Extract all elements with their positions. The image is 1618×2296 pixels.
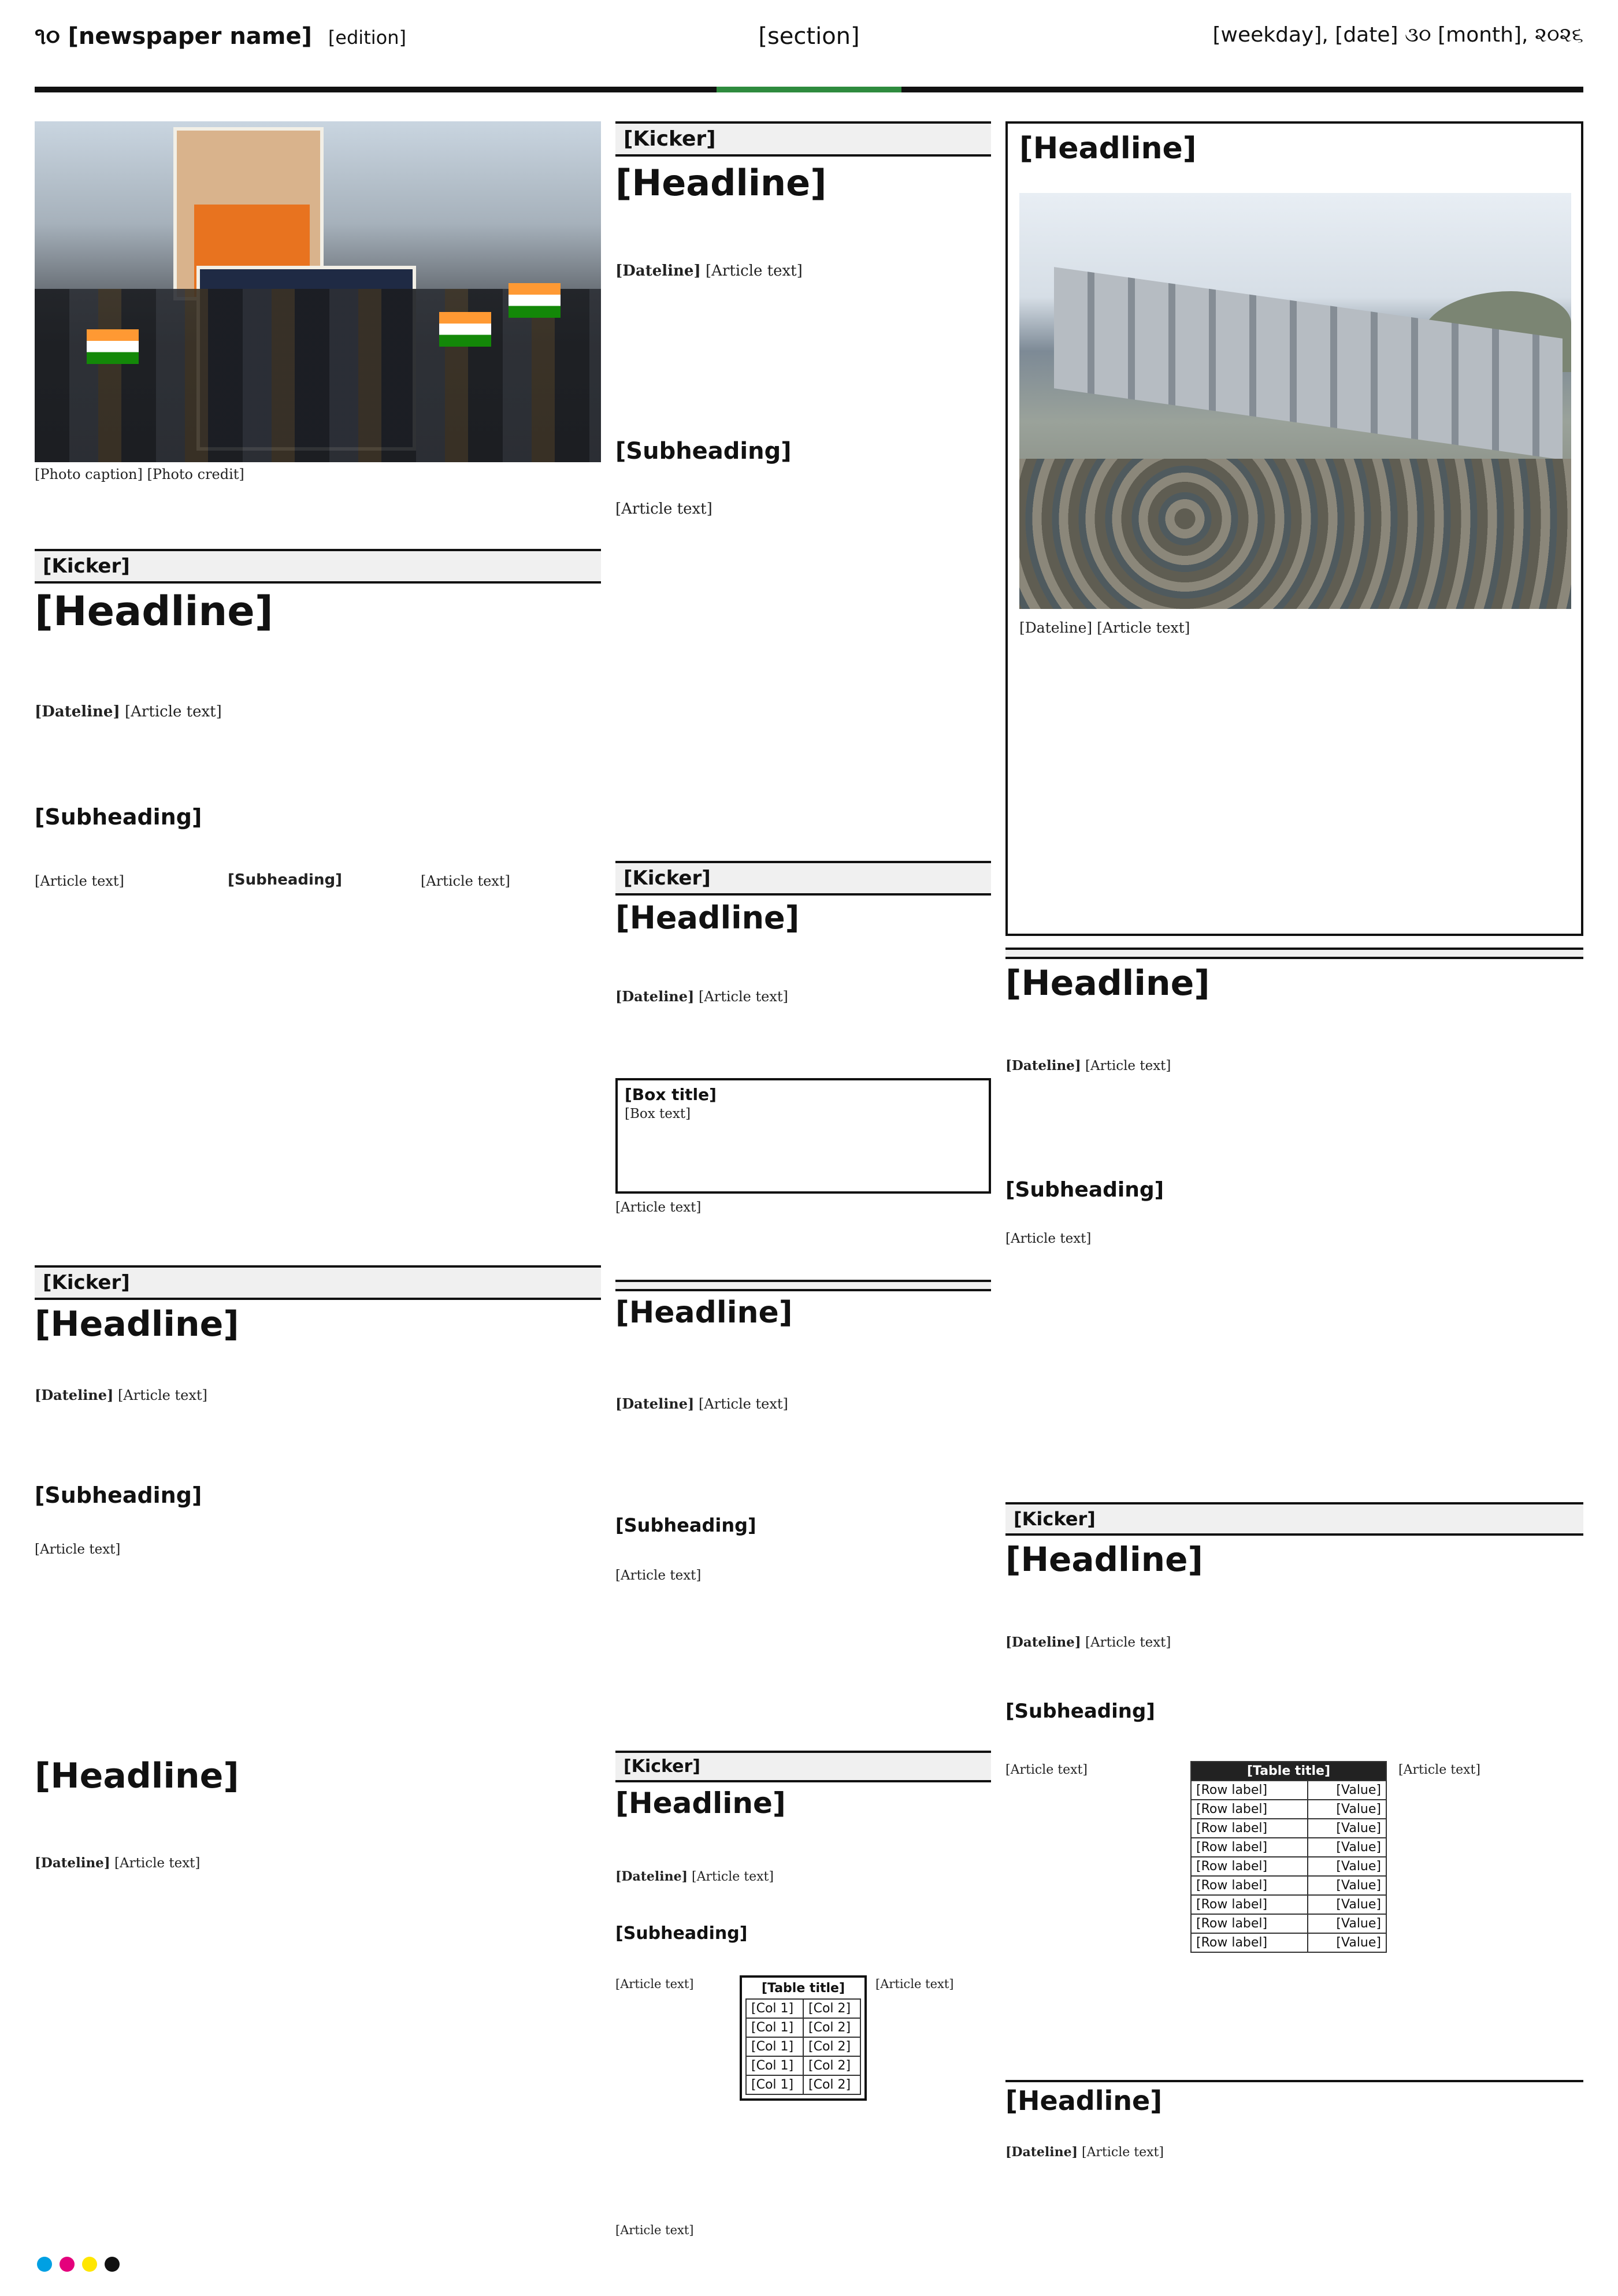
article-text: [Article text] bbox=[1097, 619, 1190, 636]
article-text: [Article text] bbox=[706, 262, 803, 280]
trains-body-wrap bbox=[615, 1975, 991, 2218]
article-body-3: [Article text] bbox=[1398, 1763, 1480, 1777]
article-dateline: [Dateline] bbox=[1005, 1058, 1081, 1073]
article-insurance bbox=[1005, 1502, 1583, 2068]
table-cell: [Col 2] bbox=[803, 2018, 860, 2037]
article-text-3: [Article text] bbox=[421, 873, 510, 889]
article-body-3: [Article text] bbox=[875, 1977, 954, 1991]
flag-3 bbox=[87, 329, 139, 364]
article-body bbox=[615, 261, 991, 434]
box-body: [Box text] bbox=[625, 1106, 691, 1121]
table-cell: [Row label] bbox=[1191, 1781, 1308, 1800]
table-title: [Table title] bbox=[761, 1981, 845, 1996]
article-subhead: [Subheading] bbox=[615, 1923, 748, 1944]
riverbed bbox=[1019, 459, 1571, 609]
edition-name: [edition] bbox=[328, 27, 406, 49]
magenta-dot bbox=[60, 2257, 75, 2272]
print-color-bar bbox=[35, 2253, 1583, 2276]
article-headline: [Headline] bbox=[1005, 2080, 1583, 2143]
article-subhead-2: [Subheading] bbox=[228, 871, 342, 889]
section-rule-accent bbox=[717, 87, 901, 92]
table-cell: [Value] bbox=[1308, 1781, 1387, 1800]
article-subhead: [Subheading] bbox=[615, 1514, 756, 1536]
article-body-2: [Article text] bbox=[35, 1542, 121, 1557]
issue-date: [weekday], [date] ૩૦ [month], ૨૦૨૬ bbox=[1212, 23, 1583, 47]
article-headline: [Headline] bbox=[1005, 964, 1210, 1004]
table-cell: [Value] bbox=[1308, 1876, 1387, 1895]
black-dot bbox=[105, 2257, 120, 2272]
yellow-dot bbox=[82, 2257, 97, 2272]
article-dateline: [Dateline] bbox=[615, 1869, 688, 1884]
article-text: [Article text] bbox=[118, 1387, 207, 1403]
protest-photo-caption bbox=[35, 465, 601, 540]
table-row bbox=[1191, 1914, 1386, 1933]
article-footer: [Article text] bbox=[615, 2223, 694, 2237]
trains-table-box bbox=[740, 1975, 867, 2101]
table-row bbox=[1191, 1838, 1386, 1857]
table-cell: [Col 1] bbox=[746, 2075, 803, 2094]
insurance-table bbox=[1190, 1761, 1387, 1953]
table-row bbox=[1191, 1895, 1386, 1914]
table-cell: [Row label] bbox=[1191, 1819, 1308, 1838]
article-body-2: [Article text] bbox=[1005, 1763, 1088, 1777]
flag-2 bbox=[509, 283, 561, 318]
article-body-2: [Article text] bbox=[1005, 1231, 1092, 1246]
table-cell: [Row label] bbox=[1191, 1800, 1308, 1819]
masthead-rule bbox=[35, 87, 1583, 92]
article-body bbox=[1005, 1056, 1583, 1172]
table-cell: [Value] bbox=[1308, 1914, 1387, 1933]
article-kicker: [Kicker] bbox=[615, 1751, 991, 1782]
article-body bbox=[615, 987, 991, 1073]
article-text: [Article text] bbox=[1082, 2145, 1164, 2160]
table-cell: [Row label] bbox=[1191, 1895, 1308, 1914]
article-text: [Article text] bbox=[125, 703, 222, 720]
masthead bbox=[35, 23, 1583, 110]
article-subhead: [Subheading] bbox=[35, 1483, 202, 1508]
article-airport bbox=[615, 1280, 991, 1742]
article-kicker: [Kicker] bbox=[35, 1265, 601, 1300]
article-headline: [Headline] bbox=[1019, 131, 1197, 166]
article-kicker bbox=[615, 1280, 991, 1291]
photo-credit: [Photo credit] bbox=[147, 466, 244, 482]
table-cell: [Row label] bbox=[1191, 1857, 1308, 1876]
article-text-2: [Article text] bbox=[35, 873, 124, 889]
article-body bbox=[1019, 618, 1571, 927]
article-text: [Article text] bbox=[692, 1870, 774, 1884]
table-cell: [Row label] bbox=[1191, 1914, 1308, 1933]
table-row bbox=[1191, 1933, 1386, 1952]
article-dateline: [Dateline] bbox=[615, 1395, 695, 1412]
article-dateline: [Dateline] bbox=[615, 262, 701, 280]
article-headline: [Headline] bbox=[1005, 1540, 1203, 1579]
insurance-body-wrap bbox=[1005, 1761, 1583, 2061]
protest-photo bbox=[35, 121, 601, 462]
table-cell: [Value] bbox=[1308, 1857, 1387, 1876]
article-teacher bbox=[1005, 2080, 1583, 2242]
table-row bbox=[1191, 1819, 1386, 1838]
table-cell: [Row label] bbox=[1191, 1933, 1308, 1952]
masthead-left bbox=[35, 23, 406, 50]
article-text: [Article text] bbox=[114, 1856, 201, 1871]
article-court-strike bbox=[615, 861, 991, 1274]
table-cell: [Value] bbox=[1308, 1933, 1387, 1952]
article-dateline: [Dateline] bbox=[35, 1387, 114, 1403]
table-cell: [Col 2] bbox=[803, 1999, 860, 2018]
article-headline: [Headline] bbox=[615, 900, 800, 936]
table-row bbox=[746, 2018, 860, 2037]
article-mumbai bbox=[35, 1756, 601, 2242]
table-cell: [Value] bbox=[1308, 1819, 1387, 1838]
article-diwali-trains bbox=[615, 1751, 991, 2242]
table-cell: [Col 2] bbox=[803, 2037, 860, 2056]
table-cell: [Col 1] bbox=[746, 2018, 803, 2037]
table-row bbox=[746, 2056, 860, 2075]
table-cell: [Row label] bbox=[1191, 1876, 1308, 1895]
article-dateline: [Dateline] bbox=[615, 988, 695, 1005]
article-body bbox=[1005, 2143, 1583, 2236]
article-kicker bbox=[1005, 948, 1583, 959]
article-property-court bbox=[1005, 948, 1583, 1491]
article-headline: [Headline] bbox=[35, 1756, 239, 1796]
section-name: [section] bbox=[758, 23, 860, 50]
article-subhead: [Subheading] bbox=[1005, 1178, 1164, 1202]
caption-text: [Photo caption] bbox=[35, 466, 143, 482]
table-cell: [Col 1] bbox=[746, 2037, 803, 2056]
article-dateline: [Dateline] bbox=[1005, 2145, 1078, 2160]
article-body bbox=[1005, 1633, 1583, 1696]
table-row bbox=[1191, 1800, 1386, 1819]
article-headline: [Headline] bbox=[35, 588, 273, 635]
flag-1 bbox=[439, 312, 491, 347]
table-row bbox=[1191, 1876, 1386, 1895]
table-title: [Table title] bbox=[1191, 1762, 1386, 1781]
article-body bbox=[35, 1385, 601, 1478]
table-cell: [Col 1] bbox=[746, 1999, 803, 2018]
article-dateline: [Dateline] bbox=[1005, 1634, 1081, 1650]
article-body-2: [Article text] bbox=[615, 1977, 694, 1991]
article-safari bbox=[35, 1265, 601, 1745]
table-cell: [Col 2] bbox=[803, 2075, 860, 2094]
article-subhead: [Subheading] bbox=[35, 804, 202, 830]
newspaper-name: [newspaper name] bbox=[68, 23, 312, 50]
article-text: [Article text] bbox=[699, 989, 788, 1005]
article-dateline: [Dateline] bbox=[35, 1855, 110, 1871]
table-row bbox=[746, 2075, 860, 2094]
table-row bbox=[746, 2037, 860, 2056]
page-number: ૧૦ bbox=[35, 23, 60, 50]
article-headline: [Headline] bbox=[615, 1296, 793, 1330]
table-cell: [Col 1] bbox=[746, 2056, 803, 2075]
article-election-protest bbox=[615, 121, 991, 855]
table-row bbox=[746, 1999, 860, 2018]
article-body-2: [Article text] bbox=[615, 500, 712, 518]
article-body-2 bbox=[35, 871, 601, 1206]
table-cell: [Value] bbox=[1308, 1895, 1387, 1914]
dam-photo bbox=[1019, 193, 1571, 609]
article-kicker: [Kicker] bbox=[615, 121, 991, 157]
table-cell: [Row label] bbox=[1191, 1838, 1308, 1857]
article-text: [Article text] bbox=[1085, 1635, 1171, 1650]
table-row bbox=[1191, 1857, 1386, 1876]
article-headline: [Headline] bbox=[615, 162, 827, 204]
article-headline: [Headline] bbox=[615, 1787, 786, 1820]
table-cell: [Value] bbox=[1308, 1838, 1387, 1857]
info-box bbox=[615, 1078, 991, 1194]
article-body bbox=[615, 1394, 991, 1510]
box-title: [Box title] bbox=[625, 1085, 717, 1104]
article-kicker: [Kicker] bbox=[1005, 1502, 1583, 1536]
article-dateline: [Dateline] bbox=[1019, 619, 1093, 636]
article-body bbox=[615, 1868, 991, 1920]
table-row bbox=[1191, 1781, 1386, 1800]
table-cell: [Value] bbox=[1308, 1800, 1387, 1819]
article-agitation bbox=[35, 549, 601, 1257]
article-headline: [Headline] bbox=[35, 1305, 239, 1344]
protest-photo-image bbox=[35, 121, 601, 462]
article-text: [Article text] bbox=[1085, 1058, 1171, 1073]
article-subhead: [Subheading] bbox=[615, 438, 792, 465]
cyan-dot bbox=[37, 2257, 52, 2272]
article-body-2: [Article text] bbox=[615, 1568, 702, 1583]
article-dateline: [Dateline] bbox=[35, 703, 120, 720]
table-cell: [Col 2] bbox=[803, 2056, 860, 2075]
article-kicker: [Kicker] bbox=[615, 861, 991, 896]
article-body bbox=[35, 701, 601, 800]
article-body-2: [Article text] bbox=[615, 1200, 702, 1215]
article-dam-box bbox=[1005, 121, 1583, 936]
article-body bbox=[35, 1853, 601, 2235]
article-kicker: [Kicker] bbox=[35, 549, 601, 584]
article-subhead: [Subheading] bbox=[1005, 1700, 1155, 1723]
article-text: [Article text] bbox=[699, 1396, 788, 1412]
